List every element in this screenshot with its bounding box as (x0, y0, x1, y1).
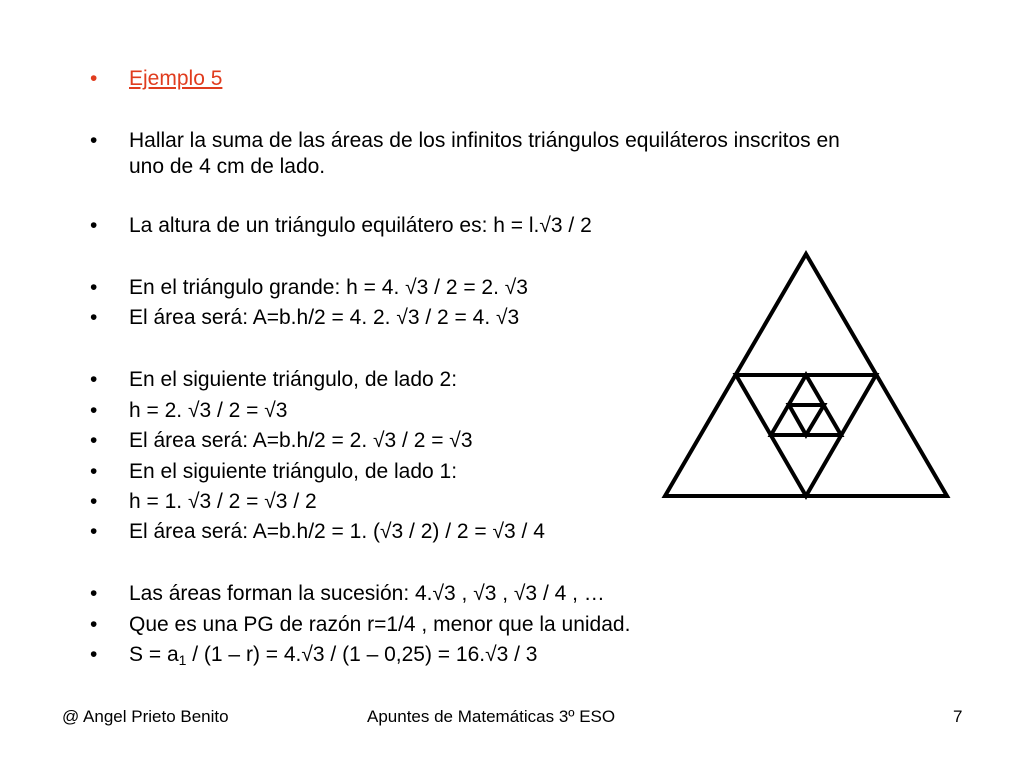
bullet-text: h = 2. √3 / 2 = √3 (129, 399, 288, 422)
example-title-link[interactable]: Ejemplo 5 (129, 67, 223, 90)
bullet-text: El área será: A=b.h/2 = 4. 2. √3 / 2 = 4. √3 (129, 306, 520, 329)
bullet-text: Las áreas forman la sucesión: 4.√3 , √3 , √3 / 4 , … (129, 582, 605, 605)
footer-page-number: 7 (953, 707, 963, 726)
bullet-text: En el siguiente triángulo, de lado 1: (129, 460, 458, 483)
bullet-text: En el triángulo grande: h = 4. √3 / 2 = 2. √3 (129, 276, 528, 299)
bullet-symbol: • (90, 306, 98, 329)
bullet-text: Hallar la suma de las áreas de los infinitos triángulos equiláteros inscritos en uno de 4 cm de lado. (129, 129, 840, 178)
bullet-symbol: • (90, 399, 98, 422)
bullet-text: Que es una PG de razón r=1/4 , menor que la unidad. (129, 613, 631, 636)
bullet-text: En el siguiente triángulo, de lado 2: (129, 368, 458, 391)
bullet-symbol: • (90, 214, 98, 237)
bullet-text: El área será: A=b.h/2 = 1. (√3 / 2) / 2 = √3 / 4 (129, 520, 545, 543)
bullet-formula (129, 642, 889, 668)
bullet-symbol: • (90, 460, 98, 483)
formula-subscript: 1 (178, 652, 187, 668)
footer-author: @ Angel Prieto Benito (62, 707, 229, 726)
bullet-text: El área será: A=b.h/2 = 2. √3 / 2 = √3 (129, 429, 473, 452)
bullet-symbol: • (90, 67, 98, 90)
bullet-symbol: • (90, 368, 98, 391)
bullet-symbol: • (90, 520, 98, 543)
nested-equilateral-triangles-icon (660, 250, 955, 505)
bullet-symbol: • (90, 129, 98, 152)
footer-course: Apuntes de Matemáticas 3º ESO (367, 707, 616, 726)
bullet-symbol: • (90, 490, 98, 513)
bullet-symbol: • (90, 276, 98, 299)
bullet-symbol: • (90, 429, 98, 452)
bullet-symbol: • (90, 643, 98, 666)
inverted-triangle-level-3 (789, 405, 824, 435)
bullet-symbol: • (90, 613, 98, 636)
formula-suffix: / (1 – r) = 4.√3 / (1 – 0,25) = 16.√3 / 3 (186, 643, 538, 666)
bullet-text: La altura de un triángulo equilátero es: h = l.√3 / 2 (129, 214, 592, 237)
formula-prefix: S = a (129, 643, 179, 666)
bullet-text: h = 1. √3 / 2 = √3 / 2 (129, 490, 317, 513)
bullet-symbol: • (90, 582, 98, 605)
